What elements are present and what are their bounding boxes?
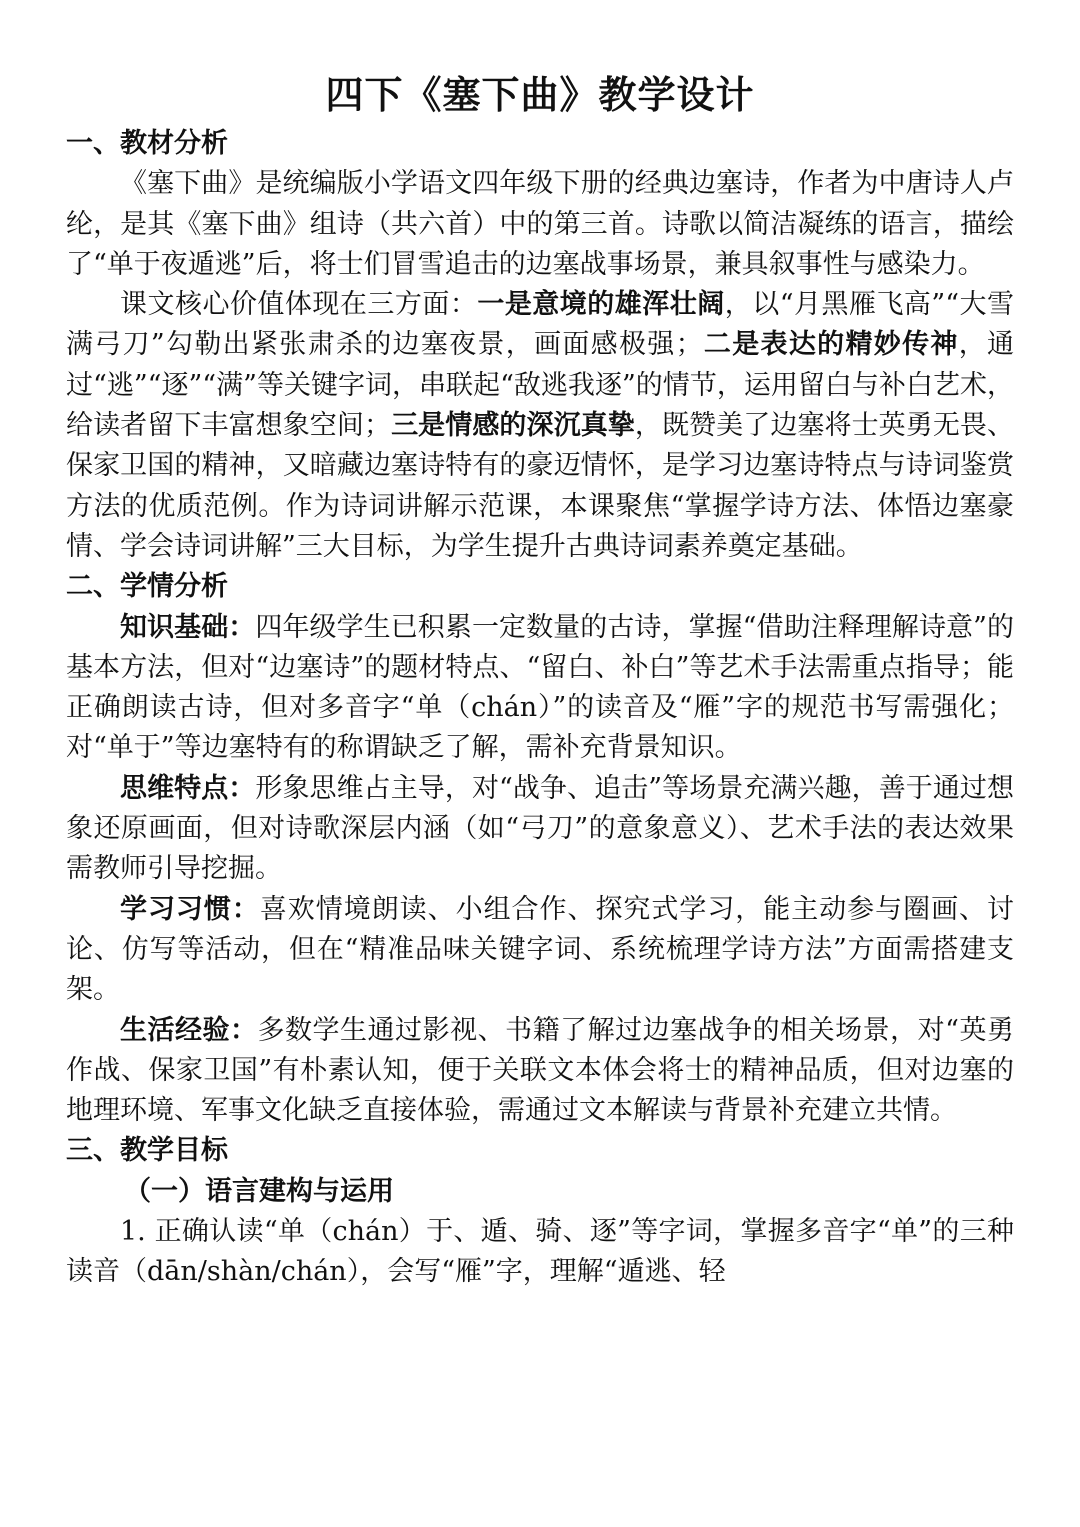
learning-habits-label: 学习习惯： <box>120 893 260 925</box>
core-value-bold-3: 三是情感的深沉真挚 <box>390 410 635 442</box>
document-title: 四下《塞下曲》教学设计 <box>325 73 755 117</box>
thinking-traits-text: 形象思维占主导，对“战争、追击”等场景充满兴趣，善于通过想象还原画面，但对诗歌深层内涵（如“弓刀”的意象意义）、艺术手法的表达效果需教师引导挖掘。 <box>66 772 1015 885</box>
paragraph-textbook-intro: 《塞下曲》是统编版小学语文四年级下册的经典边塞诗，作者为中唐诗人卢纶，是其《塞下曲》组诗（共六首）中的第三首。诗歌以简洁凝练的语言，描绘了“单于夜遁逃”后，将士们冒雪追击的边塞战事场景，兼具叙事性与感染力。 <box>66 168 1014 280</box>
section-heading-teaching-goals: 三、教学目标 <box>66 1135 228 1167</box>
paragraph-core-value <box>66 285 1014 567</box>
knowledge-base-label: 知识基础： <box>120 611 256 643</box>
paragraph-knowledge-base <box>66 608 1014 769</box>
life-experience-label: 生活经验： <box>120 1014 258 1046</box>
thinking-traits-label: 思维特点： <box>120 772 256 804</box>
paragraph-goal-1: 1. 正确认读“单（chán）于、遁、骑、逐”等字词，掌握多音字“单”的三种读音（dān/shàn/chán），会写“雁”字，理解“遁逃、轻 <box>66 1216 1014 1288</box>
core-value-text-2: ，以“月黑雁飞高”“大雪满弓刀”勾勒出紧张肃杀的边塞夜景，画面感极强； <box>66 289 1014 361</box>
learning-habits-text: 喜欢情境朗读、小组合作、探究式学习，能主动参与圈画、讨论、仿写等活动，但在“精准品味关键字词、系统梳理学诗方法”方面需搭建支架。 <box>66 893 1015 1006</box>
knowledge-base-text: 四年级学生已积累一定数量的古诗，掌握“借助注释理解诗意”的基本方法，但对“边塞诗”的题材特点、“留白、补白”等艺术手法需重点指导；能正确朗读古诗，但对多音字“单（chán）”的读音及“雁”字的规范书写需强化；对“单于”等边塞特有的称谓缺乏了解，需补充背景知识。 <box>66 611 1015 764</box>
section-heading-student-analysis: 二、学情分析 <box>66 571 228 603</box>
paragraph-life-experience <box>66 1011 1014 1132</box>
core-value-bold-2: 二是表达的精妙传神 <box>702 329 959 361</box>
document-body <box>66 124 1014 1293</box>
subheading-language-construction: （一）语言建构与运用 <box>124 1175 394 1207</box>
life-experience-text: 多数学生通过影视、书籍了解过边塞战争的相关场景，对“英勇作战、保家卫国”有朴素认知，便于关联文本体会将士的精神品质，但对边塞的地理环境、军事文化缺乏直接体验，需通过文本解读与背景补充建立共情。 <box>66 1014 1014 1127</box>
core-value-text-1: 课文核心价值体现在三方面： <box>120 289 478 321</box>
paragraph-learning-habits <box>66 890 1014 1011</box>
section-heading-textbook-analysis: 一、教材分析 <box>66 128 228 159</box>
paragraph-thinking-traits <box>66 769 1014 890</box>
core-value-bold-1: 一是意境的雄浑壮阔 <box>477 289 725 321</box>
core-value-text-4: ，既赞美了边塞将士英勇无畏、保家卫国的精神，又暗藏边塞诗特有的豪迈情怀，是学习边塞诗特点与诗词鉴赏方法的优质范例。作为诗词讲解示范课，本课聚焦“掌握学诗方法、体悟边塞豪情、学会诗词讲解”三大目标，为学生提升古典诗词素养奠定基础。 <box>66 410 1015 562</box>
core-value-text-3: ，通过“逃”“逐”“满”等关键字词，串联起“敌逃我逐”的情节，运用留白与补白艺术，给读者留下丰富想象空间； <box>66 329 1014 442</box>
